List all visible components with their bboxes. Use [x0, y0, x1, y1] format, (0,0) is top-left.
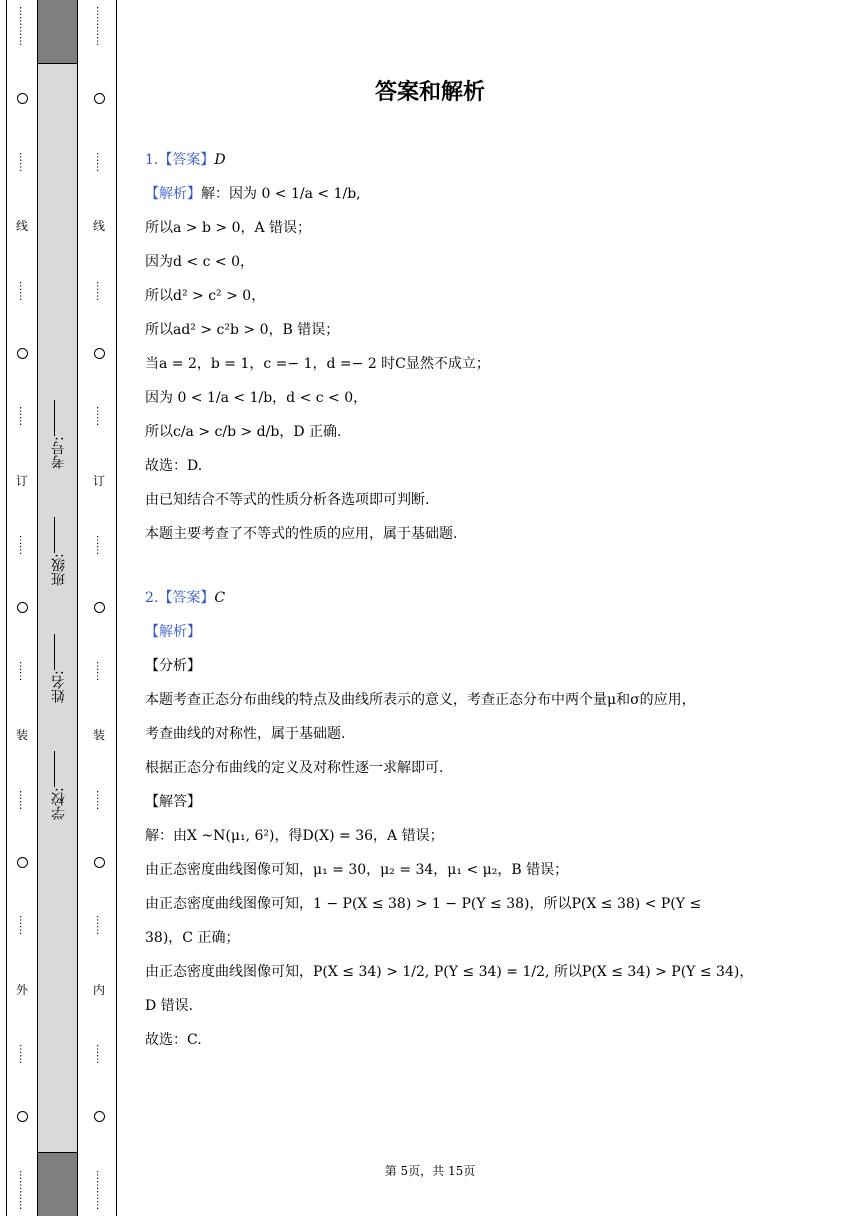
q2-line: 解：由X ~N(μ₁, 6²)，得D(X) = 36，A 错误； [145, 828, 444, 844]
binding-label: 订 [15, 473, 28, 488]
q1-line: 所以a > b > 0，A 错误； [145, 220, 312, 236]
exam-number-field[interactable]: 考号: [49, 400, 69, 469]
q1-line: 因为 0 < 1/a < 1/b，d < c < 0， [145, 390, 368, 406]
q2-line: 由正态密度曲线图像可知，μ₁ = 30，μ₂ = 34，μ₁ < μ₂，B 错误； [145, 862, 569, 878]
class-field[interactable]: 班级: [49, 517, 69, 586]
q1-answer: 1.【答案】D [145, 152, 226, 168]
q2-line: D 错误. [145, 998, 194, 1014]
school-field[interactable]: 学校: [49, 751, 69, 820]
binding-hole [94, 1111, 105, 1122]
q2-line: 根据正态分布曲线的定义及对称性逐一求解即可. [145, 760, 444, 776]
q1-line: 由已知结合不等式的性质分析各选项即可判断. [145, 492, 430, 508]
q1-analysis-line: 【解析】解：因为 0 < 1/a < 1/b, [145, 186, 361, 202]
binding-hole [94, 857, 105, 868]
binding-hole [17, 1111, 28, 1122]
q1-line: 故选：D. [145, 458, 203, 474]
q2-analysis-label: 【解析】 [145, 624, 201, 640]
inner-border-line [116, 0, 117, 1216]
q1-line: 所以ad² > c²b > 0，B 错误； [145, 322, 340, 338]
inner-binding-column: ………… …… 线 …… …… 订 …… …… 装 …… …… 内 …… ………… [92, 6, 105, 1210]
binding-label: 线 [92, 219, 105, 234]
q1-line: 当a = 2，b = 1，c =− 1，d =− 2 时C显然不成立； [145, 356, 490, 372]
q2-line: 由正态密度曲线图像可知，1 − P(X ≤ 38) > 1 − P(Y ≤ 38)，所以P(X ≤ 38) < P(Y ≤ [145, 896, 702, 912]
q1-line: 所以c/a > c/b > d/b，D 正确. [145, 424, 342, 440]
q2-line: 本题考查正态分布曲线的特点及曲线所表示的意义，考查正态分布中两个量μ和σ的应用， [145, 692, 696, 708]
q1-line: 本题主要考查了不等式的性质的应用，属于基础题. [145, 526, 458, 542]
q1-line: 因为d < c < 0， [145, 254, 254, 270]
outer-border-line [6, 0, 7, 1216]
binding-hole [17, 348, 28, 359]
q2-line: 38)，C 正确； [145, 930, 240, 946]
page-title: 答案和解析 [374, 80, 485, 105]
student-info-fields [50, 400, 68, 820]
q1-line: 所以d² > c² > 0， [145, 288, 266, 304]
q2-line: 考查曲线的对称性，属于基础题. [145, 726, 346, 742]
binding-label: 线 [15, 219, 28, 234]
binding-label: 内 [92, 982, 105, 997]
answer-content [145, 150, 754, 1064]
binding-hole [94, 348, 105, 359]
binding-label: 装 [15, 728, 28, 743]
binding-label: 装 [92, 728, 105, 743]
q2-line: 【分析】 [145, 658, 201, 674]
q2-line: 【解答】 [145, 794, 201, 810]
binding-hole [17, 602, 28, 613]
q2-line: 故选：C. [145, 1032, 202, 1048]
binding-hole [17, 857, 28, 868]
outer-binding-column: ………… …… 线 …… …… 订 …… …… 装 …… …… 外 …… ………… [15, 6, 28, 1210]
name-field[interactable]: 姓名: [49, 634, 69, 703]
binding-label: 订 [92, 473, 105, 488]
binding-label: 外 [15, 982, 28, 997]
q2-line: 由正态密度曲线图像可知，P(X ≤ 34) > 1/2, P(Y ≤ 34) = 1/2, 所以P(X ≤ 34) > P(Y ≤ 34)， [145, 964, 754, 980]
page-footer: 第 5页，共 15页 [384, 1164, 476, 1178]
binding-hole [94, 602, 105, 613]
q2-answer: 2.【答案】C [145, 590, 226, 606]
